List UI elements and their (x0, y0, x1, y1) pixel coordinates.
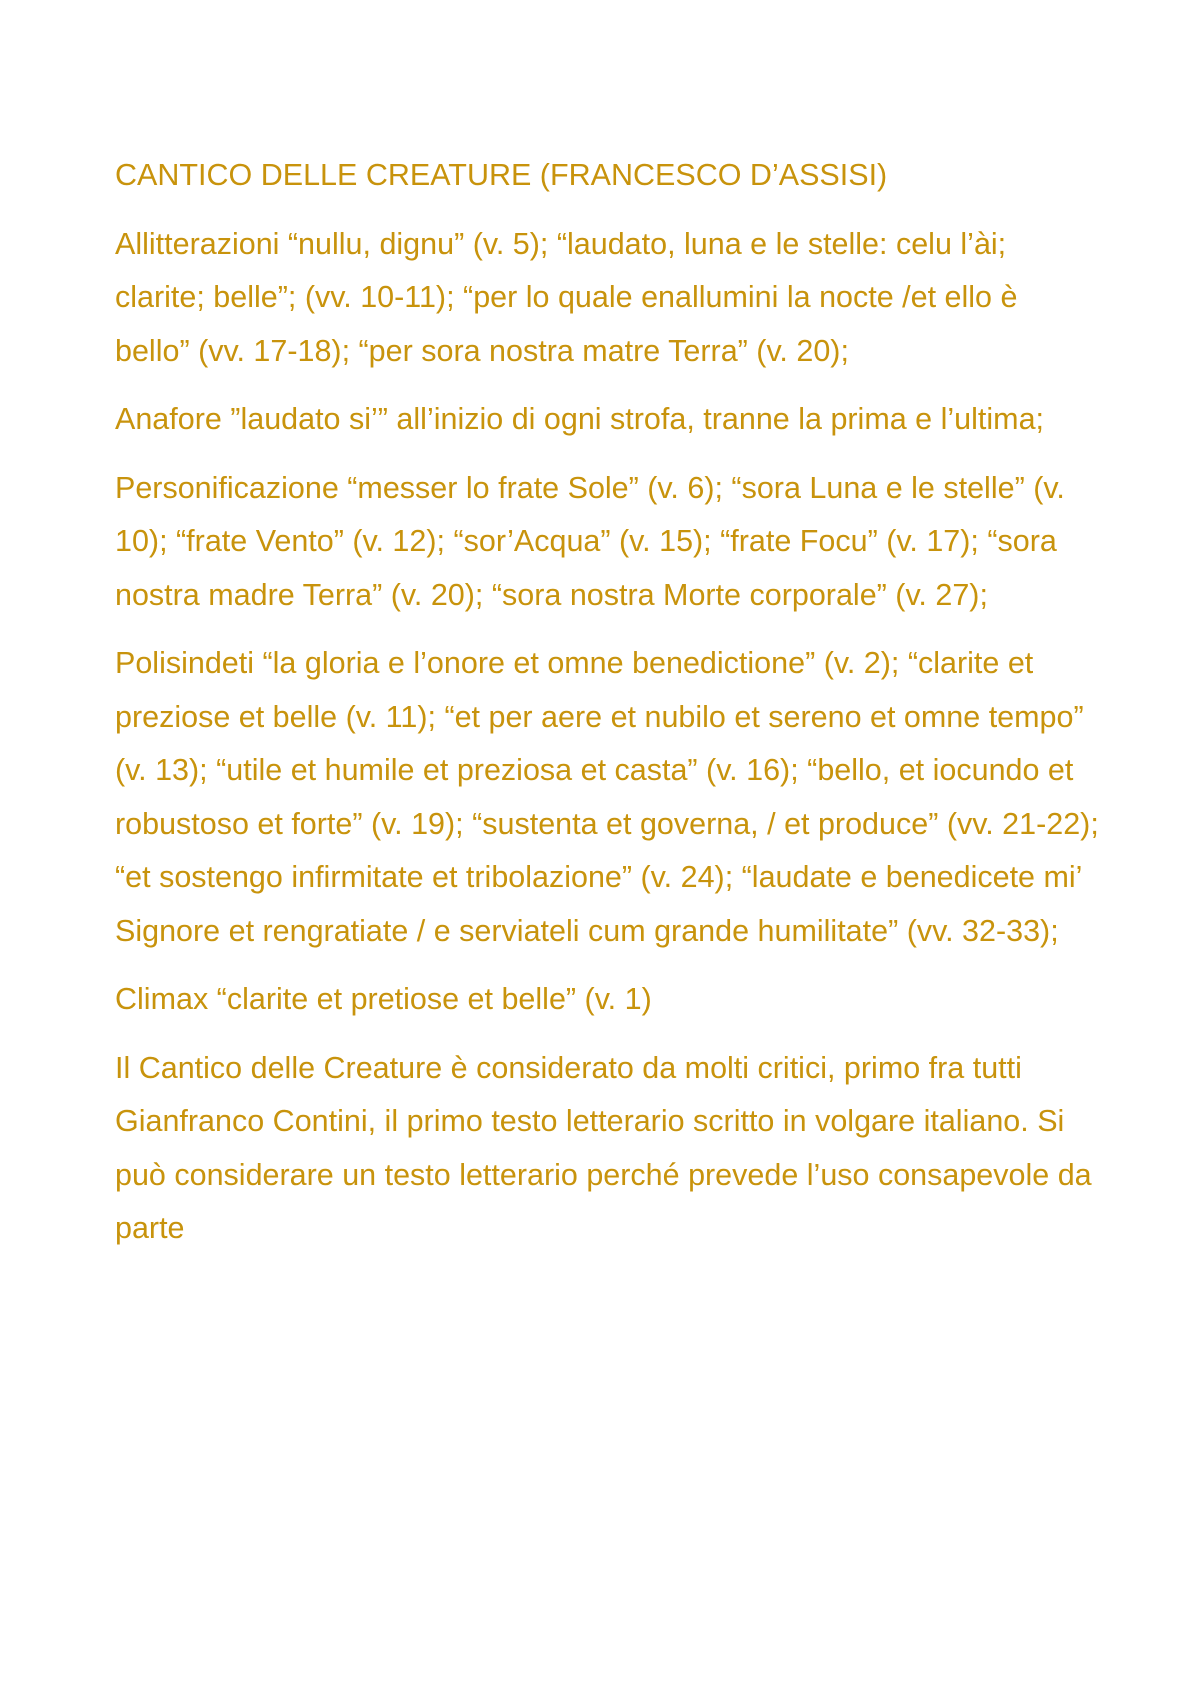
paragraph-commentary: Il Cantico delle Creature è considerato da molti critici, primo fra tutti Gianfranco Contini, il primo testo letterario scritto in volgare italiano. Si può considerare un testo letterario perché prevede l’uso consapevole da parte (115, 1050, 1092, 1245)
paragraph-climax: Climax “clarite et pretiose et belle” (v. 1) (115, 982, 652, 1016)
document-body (115, 149, 1100, 1271)
paragraph-anafore: Anafore ”laudato si’” all’inizio di ogni strofa, tranne la prima e l’ultima; (115, 402, 1044, 436)
paragraph-personificazione: Personificazione “messer lo frate Sole” (v. 6); “sora Luna e le stelle” (v. 10); “frate Vento” (v. 12); “sor’Acqua” (v. 15); “frate Focu” (v. 17); “sora nostra madre Terra” (v. 20); “sora nostra Morte corporale” (v. 27); (115, 470, 1065, 612)
document-title: CANTICO DELLE CREATURE (FRANCESCO D’ASSISI) (115, 158, 888, 192)
paragraph-polisindeti: Polisindeti “la gloria e l’onore et omne benedictione” (v. 2); “clarite et preziose et belle (v. 11); “et per aere et nubilo et sereno et omne tempo” (v. 13); “utile et humile et preziosa et casta” (v. 16); “bello, et iocundo et robustoso et forte” (v. 19); “sustenta et governa, / et produce” (vv. 21-22); “et sostengo infirmitate et tribolazione” (v. 24); “laudate e benedicete mi’ Signore et rengratiate / e serviateli cum grande humilitate” (vv. 32-33); (115, 646, 1099, 948)
paragraph-allitterazioni: Allitterazioni “nullu, dignu” (v. 5); “laudato, luna e le stelle: celu l’ài; clarite; belle”; (vv. 10-11); “per lo quale enallumini la nocte /et ello è bello” (vv. 17-18); “per sora nostra matre Terra” (v. 20); (115, 226, 1018, 368)
